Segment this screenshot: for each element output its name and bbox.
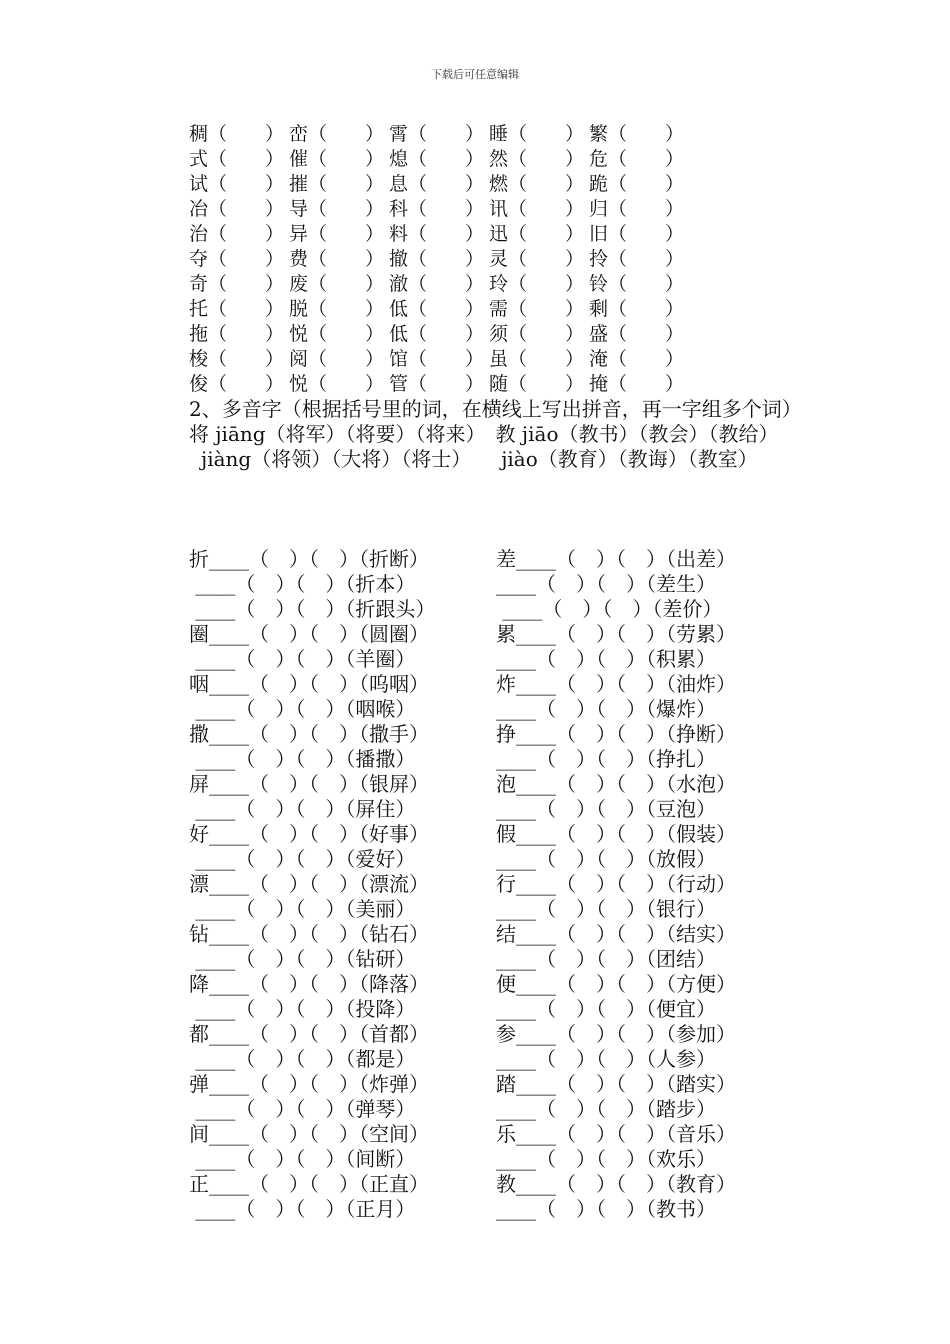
polyphone-right-entry: ____（ ）（ ）（欢乐） <box>496 1147 716 1171</box>
polyphone-right-entry: ____（ ）（ ）（银行） <box>496 897 716 921</box>
polyphone-right-entry: ____（ ）（ ）（放假） <box>496 847 716 871</box>
polyphone-left-entry: 弹____（ ）（ ）（炸弹） <box>189 1072 429 1096</box>
polyphone-left-entry: ____（ ）（ ）（美丽） <box>189 897 416 921</box>
polyphone-left-entry: ____（ ）（ ）（咽喉） <box>189 697 416 721</box>
char-grid-cell: 虽（ ） <box>489 348 585 370</box>
polyphone-right-entry: 差____（ ）（ ）（出差） <box>496 547 736 571</box>
polyphone-left-entry: ____（ ）（ ）（弹琴） <box>189 1097 416 1121</box>
polyphone-left-entry: 好____（ ）（ ）（好事） <box>189 822 429 846</box>
section-2 <box>145 397 815 472</box>
polyphone-left-entry: 撒____（ ）（ ）（撒手） <box>189 722 429 746</box>
polyphone-right-entry: 踏____（ ）（ ）（踏实） <box>496 1072 736 1096</box>
char-grid-cell: 拖（ ） <box>189 323 285 345</box>
char-grid-cell: 试（ ） <box>189 173 285 195</box>
char-grid-cell: 讯（ ） <box>489 198 585 220</box>
char-grid-cell: 熄（ ） <box>389 148 485 170</box>
polyphone-right-entry: 行____（ ）（ ）（行动） <box>496 872 736 896</box>
polyphone-left-entry: ____（ ）（ ）（播撒） <box>189 747 416 771</box>
char-grid-cell: 危（ ） <box>589 148 685 170</box>
polyphone-right-entry: ____（ ）（ ）（便宜） <box>496 997 716 1021</box>
char-grid-cell: 废（ ） <box>289 273 385 295</box>
char-grid-cell: 迅（ ） <box>489 223 585 245</box>
polyphone-left-entry: ____（ ）（ ）（折跟头） <box>189 597 436 621</box>
char-grid-cell: 俊（ ） <box>189 373 285 395</box>
polyphone-right-entry: 参____（ ）（ ）（参加） <box>496 1022 736 1046</box>
char-grid-cell: 夺（ ） <box>189 248 285 270</box>
char-grid-cell: 峦（ ） <box>289 123 385 145</box>
char-grid-cell: 旧（ ） <box>589 223 685 245</box>
example-line-2: jiàng（将领）（大将）（将士） jiào（教育）（教诲）（教室） <box>201 447 758 471</box>
polyphone-right-entry: ____（ ）（ ）（爆炸） <box>496 697 716 721</box>
char-grid-cell: 摧（ ） <box>289 173 385 195</box>
char-grid-cell: 冶（ ） <box>189 198 285 220</box>
polyphone-right-entry: ____（ ）（ ）（团结） <box>496 947 716 971</box>
polyphone-left-entry: 都____（ ）（ ）（首都） <box>189 1022 429 1046</box>
polyphone-left-entry: ____（ ）（ ）（投降） <box>189 997 416 1021</box>
char-grid-cell: 玲（ ） <box>489 273 585 295</box>
polyphone-right-entry: 累____（ ）（ ）（劳累） <box>496 622 736 646</box>
section-2-title: 2、多音字（根据括号里的词，在横线上写出拼音，再一字组多个词） <box>189 397 802 421</box>
polyphone-left-entry: 漂____（ ）（ ）（漂流） <box>189 872 429 896</box>
char-grid-cell: 剩（ ） <box>589 298 685 320</box>
example-line-1: 将 jiāng（将军）（将要）（将来） 教 jiāo（教书）（教会）（教给） <box>189 422 779 446</box>
polyphone-left-entry: 圈____（ ）（ ）（圆圈） <box>189 622 429 646</box>
char-grid-cell: 淹（ ） <box>589 348 685 370</box>
char-grid-cell: 式（ ） <box>189 148 285 170</box>
char-grid-cell: 跪（ ） <box>589 173 685 195</box>
polyphone-right-entry: 炸____（ ）（ ）（油炸） <box>496 672 736 696</box>
polyphone-left-entry: 屏____（ ）（ ）（银屏） <box>189 772 429 796</box>
char-grid-cell: 梭（ ） <box>189 348 285 370</box>
polyphone-left-entry: ____（ ）（ ）（爱好） <box>189 847 416 871</box>
polyphone-right-entry: 结____（ ）（ ）（结实） <box>496 922 736 946</box>
polyphone-left-entry: ____（ ）（ ）（羊圈） <box>189 647 416 671</box>
char-grid-cell: 管（ ） <box>389 373 485 395</box>
polyphone-right-entry: 挣____（ ）（ ）（挣断） <box>496 722 736 746</box>
char-grid-cell: 需（ ） <box>489 298 585 320</box>
char-grid-cell: 归（ ） <box>589 198 685 220</box>
polyphone-right-entry: ____（ ）（ ）（积累） <box>496 647 716 671</box>
char-grid-cell: 须（ ） <box>489 323 585 345</box>
char-grid-cell: 稠（ ） <box>189 123 285 145</box>
polyphone-right-entry: 泡____（ ）（ ）（水泡） <box>496 772 736 796</box>
char-grid-cell: 馆（ ） <box>389 348 485 370</box>
polyphone-left-entry: 正____（ ）（ ）（正直） <box>189 1172 429 1196</box>
char-grid-cell: 科（ ） <box>389 198 485 220</box>
char-grid-cell: 随（ ） <box>489 373 585 395</box>
polyphone-left-entry: ____（ ）（ ）（钻研） <box>189 947 416 971</box>
polyphone-right-entry: 假____（ ）（ ）（假装） <box>496 822 736 846</box>
polyphone-left-entry: 折____（ ）（ ）（折断） <box>189 547 429 571</box>
char-grid-cell: 低（ ） <box>389 323 485 345</box>
char-grid-cell: 异（ ） <box>289 223 385 245</box>
char-grid-cell: 托（ ） <box>189 298 285 320</box>
char-grid-cell: 脱（ ） <box>289 298 385 320</box>
polyphone-left-entry: ____（ ）（ ）（间断） <box>189 1147 416 1171</box>
char-grid-cell: 奇（ ） <box>189 273 285 295</box>
polyphone-left-entry: 间____（ ）（ ）（空间） <box>189 1122 429 1146</box>
char-grid-cell: 撤（ ） <box>389 248 485 270</box>
char-grid-cell: 掩（ ） <box>589 373 685 395</box>
char-grid-cell: 催（ ） <box>289 148 385 170</box>
char-grid-cell: 料（ ） <box>389 223 485 245</box>
polyphone-right-entry: ____（ ）（ ）（差价） <box>496 597 723 621</box>
char-grid-cell: 铃（ ） <box>589 273 685 295</box>
char-grid-cell: 灵（ ） <box>489 248 585 270</box>
polyphone-left-entry: 咽____（ ）（ ）（呜咽） <box>189 672 429 696</box>
char-grid-cell: 悦（ ） <box>289 323 385 345</box>
polyphone-left-entry: 钻____（ ）（ ）（钻石） <box>189 922 429 946</box>
polyphone-left-entry: ____（ ）（ ）（都是） <box>189 1047 416 1071</box>
char-grid-cell: 息（ ） <box>389 173 485 195</box>
polyphone-right-entry: ____（ ）（ ）（挣扎） <box>496 747 716 771</box>
polyphone-right-entry: 乐____（ ）（ ）（音乐） <box>496 1122 736 1146</box>
char-grid-cell: 然（ ） <box>489 148 585 170</box>
char-grid-cell: 阅（ ） <box>289 348 385 370</box>
polyphone-right-entry: ____（ ）（ ）（教书） <box>496 1197 716 1221</box>
page-header: 下载后可任意编辑 <box>431 68 519 81</box>
polyphone-left-entry: ____（ ）（ ）（折本） <box>189 572 416 596</box>
char-grid-cell: 繁（ ） <box>589 123 685 145</box>
polyphone-right-entry: ____（ ）（ ）（豆泡） <box>496 797 716 821</box>
polyphone-right-entry: ____（ ）（ ）（踏步） <box>496 1097 716 1121</box>
polyphone-right-entry: 教____（ ）（ ）（教育） <box>496 1172 736 1196</box>
char-grid-cell: 睡（ ） <box>489 123 585 145</box>
polyphone-right-entry: 便____（ ）（ ）（方便） <box>496 972 736 996</box>
char-grid-cell: 治（ ） <box>189 223 285 245</box>
char-grid-cell: 霄（ ） <box>389 123 485 145</box>
char-grid-cell: 盛（ ） <box>589 323 685 345</box>
polyphone-left-entry: 降____（ ）（ ）（降落） <box>189 972 429 996</box>
polyphone-right-entry: ____（ ）（ ）（差生） <box>496 572 716 596</box>
char-grid-cell: 低（ ） <box>389 298 485 320</box>
char-grid-cell: 拎（ ） <box>589 248 685 270</box>
char-grid-cell: 澈（ ） <box>389 273 485 295</box>
char-grid-cell: 导（ ） <box>289 198 385 220</box>
polyphone-left-entry: ____（ ）（ ）（屏住） <box>189 797 416 821</box>
char-grid-cell: 悦（ ） <box>289 373 385 395</box>
char-grid-cell: 燃（ ） <box>489 173 585 195</box>
polyphone-left-entry: ____（ ）（ ）（正月） <box>189 1197 416 1221</box>
polyphone-right-entry: ____（ ）（ ）（人参） <box>496 1047 716 1071</box>
char-grid-cell: 费（ ） <box>289 248 385 270</box>
